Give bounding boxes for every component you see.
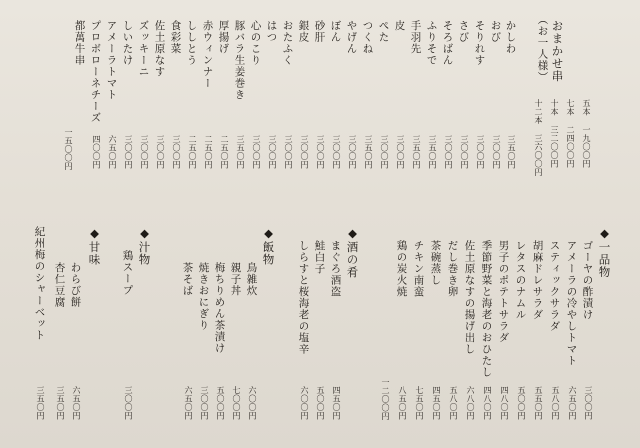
menu-item-price: 三五〇円 [236, 135, 245, 169]
menu-item-price: 三〇〇円 [284, 135, 293, 169]
menu-item-price: 三〇〇円 [444, 135, 453, 169]
menu-item-name: 紀州梅のシャーベット [33, 226, 46, 341]
menu-item-name: 砂肝 [313, 20, 326, 43]
menu-item-name: はつ [265, 20, 278, 43]
menu-item-price: 七〇〇円 [232, 386, 241, 420]
menu-item-price: 四八〇円 [483, 386, 492, 420]
menu-item-name: まぐろ酒盗 [329, 240, 342, 298]
menu-item-price: 三五〇円 [36, 386, 45, 420]
menu-item-name: 胡麻ドレサラダ [531, 240, 544, 321]
menu-item-price: 六五〇円 [184, 386, 193, 420]
menu-item-price: 三〇〇円 [140, 135, 149, 169]
menu-item-price: 六五〇円 [568, 386, 577, 420]
menu-item-price: 三〇〇円 [172, 135, 181, 169]
menu-item-name: 焼きおにぎり [197, 262, 210, 331]
section-title-sweets: ◆甘味 [87, 226, 102, 266]
omakase-price: 五本 一九〇〇円 [582, 99, 591, 168]
omakase-label: おまかせ串 [550, 20, 565, 83]
menu-item-name: 鶏の炭火焼 [395, 240, 408, 298]
menu-item-name: 男子のポテトサラダ [497, 240, 510, 344]
menu-item-name: 都萬牛串 [73, 20, 86, 66]
menu-item-name: チキン南蛮 [412, 240, 425, 298]
menu-item-price: 三〇〇円 [348, 135, 357, 169]
menu-item-name: 佐土原なす [153, 20, 166, 78]
menu-item-price: 四八〇円 [500, 386, 509, 420]
menu-item-name: 心のこり [249, 20, 262, 66]
menu-item-name: ゴーヤの酢漬け [581, 240, 594, 321]
menu-item-price: 三〇〇円 [300, 135, 309, 169]
menu-item-name: ズッキーニ [137, 20, 150, 78]
menu-item-name: 佐土原なすの揚げ出し [463, 240, 476, 355]
menu-item-price: 三五〇円 [507, 135, 516, 169]
menu-item-name: しいたけ [121, 20, 134, 66]
menu-item-name: プロボローネチーズ [89, 20, 102, 124]
menu-item-name: 茶碗蒸し [429, 240, 442, 286]
menu-item-price: 三〇〇円 [476, 135, 485, 169]
menu-item-price: 六八〇円 [466, 386, 475, 420]
menu-item-name: わらび餅 [69, 262, 82, 308]
menu-item-name: 厚揚げ [217, 20, 230, 55]
menu-item-name: 鳥雑炊 [245, 262, 258, 297]
section-title-gohan: ◆飯物 [261, 226, 276, 266]
menu-item-price: 三〇〇円 [252, 135, 261, 169]
menu-item-price: 三〇〇円 [396, 135, 405, 169]
menu-item-name: おたふく [281, 20, 294, 66]
menu-item-name: 季節野菜と海老のおひたし [480, 240, 493, 378]
menu-item-name: 銀皮 [297, 20, 310, 43]
menu-item-name: だし巻き卵 [446, 240, 459, 298]
menu-item-price: 六五〇円 [72, 386, 81, 420]
menu-item-price: 三〇〇円 [124, 386, 133, 420]
omakase-price: 七本 二四〇〇円 [566, 99, 575, 168]
menu-item-name: 杏仁豆腐 [53, 262, 66, 308]
menu-item-price: 六〇〇円 [248, 386, 257, 420]
menu-item-price: 三〇〇円 [584, 386, 593, 420]
menu-item-name: そりれす [473, 20, 486, 66]
menu-item-price: 三〇〇円 [124, 135, 133, 169]
section-title-soup: ◆汁物 [137, 226, 152, 266]
menu-item-name: おび [489, 20, 502, 43]
menu-item-price: 五〇〇円 [316, 386, 325, 420]
menu-item-name: そろばん [441, 20, 454, 66]
menu-item-price: 六五〇円 [108, 135, 117, 169]
menu-item-price: 四〇〇円 [92, 135, 101, 169]
menu-item-price: 三〇〇円 [200, 386, 209, 420]
menu-item-name: ししとう [185, 20, 198, 66]
menu-item-name: 食彩菜 [169, 20, 182, 55]
menu-item-name: しらすと桜海老の塩辛 [297, 240, 310, 355]
menu-item-price: 三五〇円 [412, 135, 421, 169]
menu-item-price: 五八〇円 [449, 386, 458, 420]
menu-item-name: さび [457, 20, 470, 43]
menu-item-price: 二五〇円 [220, 135, 229, 169]
menu-item-name: 赤ウィンナー [201, 20, 214, 89]
menu-item-price: 四五〇円 [432, 386, 441, 420]
menu-item-price: 三〇〇円 [332, 135, 341, 169]
menu-item-price: 五五〇円 [534, 386, 543, 420]
omakase-price: 十本 三二〇〇円 [550, 99, 559, 168]
menu-item-price: 五〇〇円 [517, 386, 526, 420]
menu-item-price: 三〇〇円 [492, 135, 501, 169]
menu-item-price: 三〇〇円 [156, 135, 165, 169]
menu-item-price: 三〇〇円 [380, 135, 389, 169]
menu-item-price: 五〇〇円 [216, 386, 225, 420]
section-title-sake: ◆酒の肴 [345, 226, 360, 279]
menu-item-name: アメーラの冷やしトマト [565, 240, 578, 367]
menu-item-name: 梅ちりめん茶漬け [213, 262, 226, 354]
section-title-ippin: ◆一品物 [597, 226, 612, 279]
menu-item-price: 八五〇円 [398, 386, 407, 420]
menu-item-name: ぺた [377, 20, 390, 43]
menu-item-price: 三五〇円 [56, 386, 65, 420]
menu-item-price: 六〇〇円 [300, 386, 309, 420]
menu-item-name: 親子丼 [229, 262, 242, 297]
menu-item-name: スティックサラダ [548, 240, 561, 332]
menu-item-name: アメーラトマト [105, 20, 118, 101]
menu-item-name: やげん [345, 20, 358, 55]
menu-item-price: 七五〇円 [415, 386, 424, 420]
menu-item-price: 一五〇〇円 [64, 128, 73, 171]
menu-item-name: 鮭白子 [313, 240, 326, 275]
menu-item-name: ふりそで [425, 20, 438, 66]
menu-item-price: 四五〇円 [332, 386, 341, 420]
menu-item-price: 一二〇〇円 [381, 378, 390, 421]
menu-item-price: 二五〇円 [188, 135, 197, 169]
menu-item-price: 二五〇円 [204, 135, 213, 169]
menu-item-name: ぼん [329, 20, 342, 43]
menu-item-price: 三五〇円 [428, 135, 437, 169]
menu-item-price: 三五〇円 [364, 135, 373, 169]
menu-item-price: 三〇〇円 [460, 135, 469, 169]
menu-item-name: つくね [361, 20, 374, 55]
menu-item-name: 豚バラ生姜巻き [233, 20, 246, 101]
menu-item-price: 三〇〇円 [316, 135, 325, 169]
menu-item-name: 鶏スープ [121, 250, 134, 296]
menu-item-price: 三〇〇円 [268, 135, 277, 169]
menu-item-name: 皮 [393, 20, 406, 32]
omakase-price: 十二本 三六〇〇円 [534, 99, 543, 177]
menu-item-price: 五八〇円 [551, 386, 560, 420]
omakase-per-one: （お一人様） [536, 14, 549, 83]
menu-item-name: かしわ [504, 20, 517, 55]
menu-item-name: 茶そば [181, 262, 194, 297]
menu-item-name: 手羽先 [409, 20, 422, 55]
menu-item-name: レタスのナムル [514, 240, 527, 321]
